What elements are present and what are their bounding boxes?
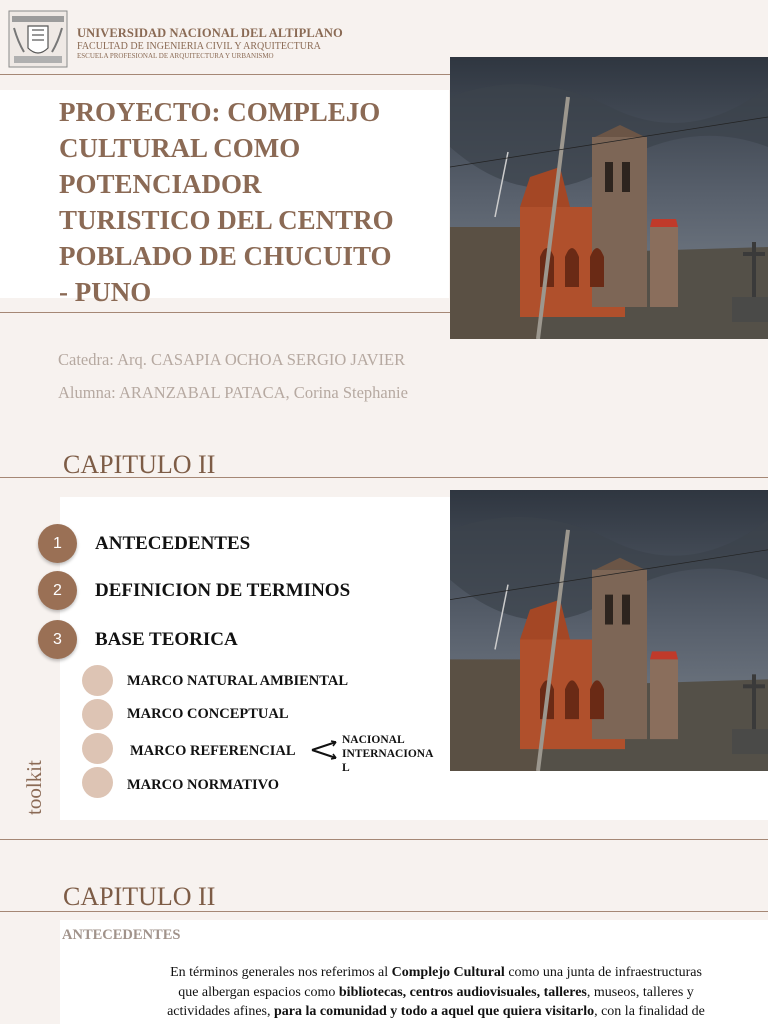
- school-name: ESCUELA PROFESIONAL DE ARQUITECTURA Y URBANISMO: [77, 52, 274, 60]
- branch-arrow-icon: [310, 738, 340, 762]
- subitem-marco-conceptual: MARCO CONCEPTUAL: [127, 706, 289, 722]
- church-photo: [450, 57, 768, 339]
- alumna-text: Alumna: ARANZABAL PATACA, Corina Stephanie: [58, 383, 408, 402]
- item-number-badge: 1: [38, 524, 77, 563]
- bullet-circle: [82, 699, 113, 730]
- title-slide: [0, 0, 768, 340]
- divider-line: [0, 839, 768, 840]
- index-item-definicion: DEFINICION DE TERMINOS: [95, 580, 351, 601]
- university-name: UNIVERSIDAD NACIONAL DEL ALTIPLANO: [77, 26, 343, 40]
- antecedentes-paragraph: En términos generales nos referimos al Complejo Cultural como una junta de infraestructuras que albergan espacios como bibliotecas, centros audiovisuales, talleres, museos, talleres y actividades afines, para la comunidad y todo a aquel que quiera visitarlo, con la finalidad de: [167, 965, 705, 1019]
- catedra-text: Catedra: Arq. CASAPIA OCHOA SERGIO JAVIER: [58, 350, 406, 369]
- church-photo: [450, 490, 768, 771]
- index-item-antecedentes: ANTECEDENTES: [95, 533, 251, 554]
- divider-line: [0, 74, 450, 75]
- item-number-badge: 3: [38, 620, 77, 659]
- item-number-badge: 2: [38, 571, 77, 610]
- divider-line: [0, 911, 768, 912]
- bullet-circle: [82, 665, 113, 696]
- section-heading: ANTECEDENTES: [62, 927, 181, 943]
- faculty-name: FACULTAD DE INGENIERIA CIVIL Y ARQUITECTURA: [77, 41, 321, 52]
- referencial-branches: NACIONAL INTERNACIONA L: [342, 734, 434, 774]
- university-seal-logo: [8, 10, 68, 68]
- subitem-marco-referencial: MARCO REFERENCIAL: [130, 743, 296, 759]
- chapter-title: CAPITULO II: [63, 882, 216, 911]
- toolkit-label: toolkit: [22, 760, 46, 815]
- divider-line: [0, 312, 450, 313]
- subitem-marco-normativo: MARCO NORMATIVO: [127, 777, 280, 793]
- subitem-marco-natural: MARCO NATURAL AMBIENTAL: [127, 673, 349, 689]
- chapter-title: CAPITULO II: [63, 450, 216, 479]
- index-item-base-teorica: BASE TEORICA: [95, 629, 238, 650]
- project-title: PROYECTO: COMPLEJO CULTURAL COMO POTENCIADOR TURISTICO DEL CENTRO POBLADO DE CHUCUITO - PUNO: [59, 97, 394, 307]
- bullet-circle: [82, 733, 113, 764]
- bullet-circle: [82, 767, 113, 798]
